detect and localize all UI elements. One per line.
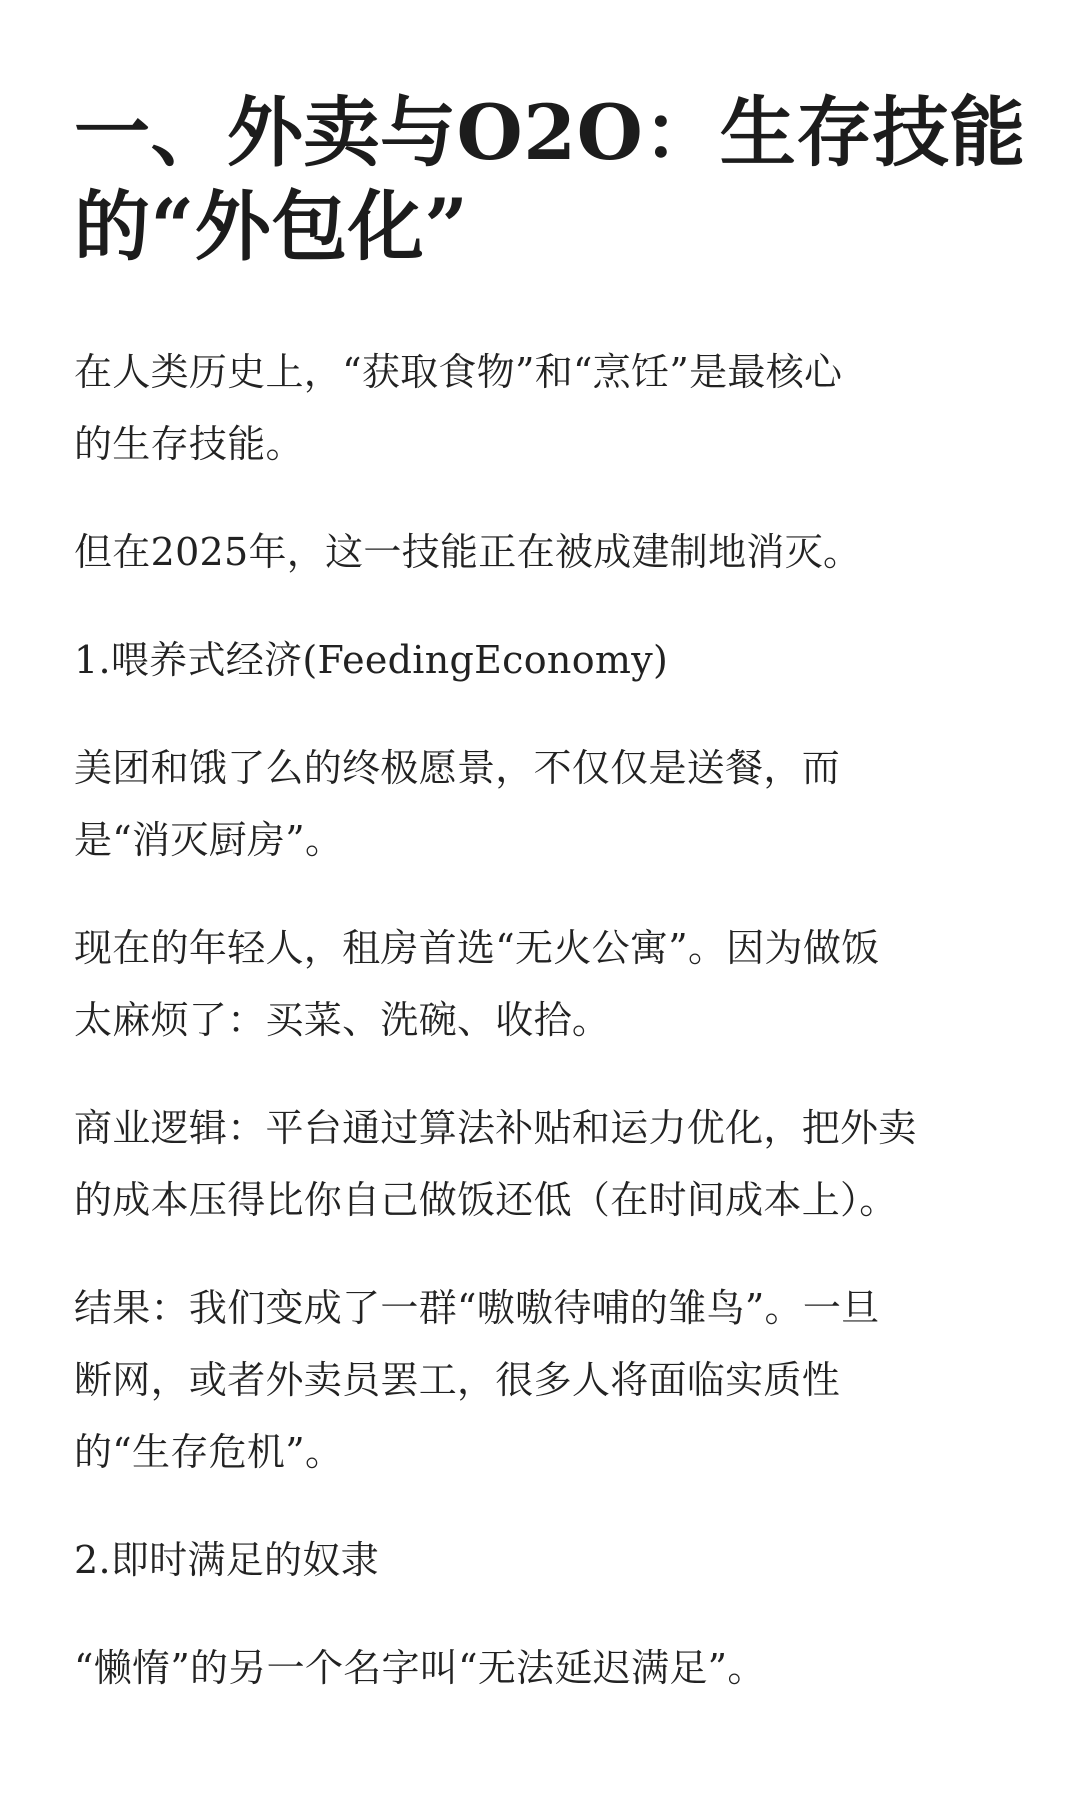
paragraph-result <box>74 1272 1012 1488</box>
title-line: 一、外卖与O2O：生存技能 <box>74 88 1026 177</box>
section-heading-feeding-economy <box>74 624 1012 696</box>
paragraph-line: 美团和饿了么的终极愿景，不仅仅是送餐，而 <box>74 746 841 790</box>
paragraph-line: 的成本压得比你自己做饭还低（在时间成本上）。 <box>74 1178 898 1222</box>
paragraph-laziness <box>74 1632 1012 1704</box>
paragraph-line: 的生存技能。 <box>74 422 304 466</box>
paragraph-line: 的“生存危机”。 <box>74 1430 344 1474</box>
paragraph-history <box>74 336 1012 480</box>
paragraph-line: 在人类历史上，“获取食物”和“烹饪”是最核心 <box>74 350 843 394</box>
article-title <box>74 86 1026 274</box>
paragraph-vision <box>74 732 1012 876</box>
paragraph-line: “懒惰”的另一个名字叫“无法延迟满足”。 <box>74 1646 766 1690</box>
paragraph-line: 太麻烦了：买菜、洗碗、收拾。 <box>74 998 611 1042</box>
section-heading-instant-gratification <box>74 1524 1012 1596</box>
paragraph-line: 1.喂养式经济(FeedingEconomy) <box>74 638 669 682</box>
paragraph-2025 <box>74 516 1012 588</box>
paragraph-line: 结果：我们变成了一群“嗷嗷待哺的雏鸟”。一旦 <box>74 1286 880 1330</box>
title-line: 的“外包化” <box>74 182 469 271</box>
paragraph-young-people <box>74 912 1012 1056</box>
paragraph-line: 商业逻辑：平台通过算法补贴和运力优化，把外卖 <box>74 1106 917 1150</box>
paragraph-business-logic <box>74 1092 1012 1236</box>
paragraph-line: 但在2025年，这一技能正在被成建制地消灭。 <box>74 530 862 574</box>
paragraph-line: 断网，或者外卖员罢工，很多人将面临实质性 <box>74 1358 841 1402</box>
paragraph-line: 是“消灭厨房”。 <box>74 818 344 862</box>
paragraph-line: 现在的年轻人，租房首选“无火公寓”。因为做饭 <box>74 926 880 970</box>
paragraph-line: 2.即时满足的奴隶 <box>74 1538 379 1582</box>
